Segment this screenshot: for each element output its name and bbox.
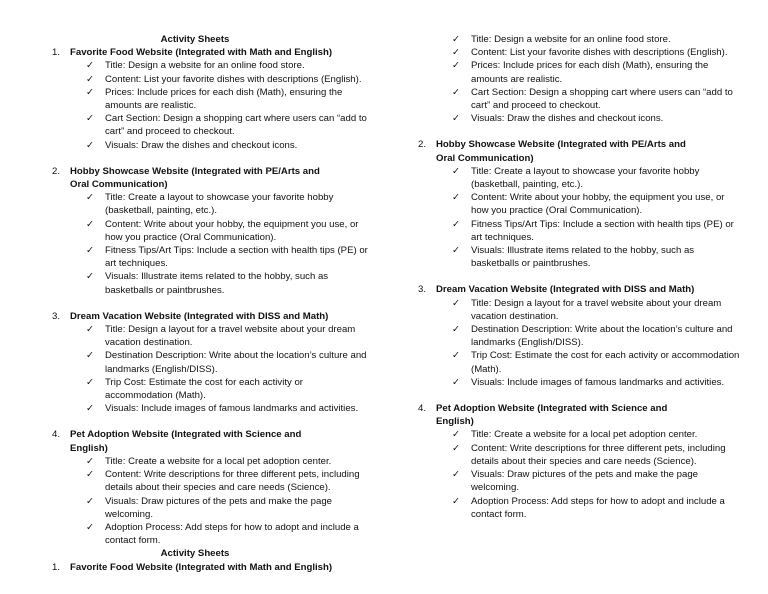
- section-title: Dream Vacation Website (Integrated with DISS and Math): [70, 310, 329, 322]
- list-item: ✓ Title: Design a website for an online food store.: [452, 34, 671, 45]
- checkmark-icon: ✓: [452, 297, 461, 309]
- checkmark-icon: ✓: [86, 192, 95, 204]
- section-title: Hobby Showcase Website (Integrated with PE/Arts and Oral Communication): [436, 139, 686, 164]
- section-pet-adoption: [384, 402, 768, 521]
- checkmark-icon: ✓: [452, 192, 461, 204]
- section-heading: [0, 310, 340, 323]
- list-item: ✓ Content: Write descriptions for three different pets, including details about their species and care needs (Science).: [86, 469, 360, 494]
- list-item: ✓ Trip Cost: Estimate the cost for each activity or accommodation (Math).: [452, 350, 740, 375]
- spacer: [0, 152, 384, 165]
- section-number: 4.: [52, 429, 61, 441]
- list-item: ✓ Prices: Include prices for each dish (Math), ensuring the amounts are realistic.: [452, 60, 709, 85]
- checkmark-icon: ✓: [452, 350, 461, 362]
- checkmark-icon: ✓: [452, 376, 461, 388]
- list-item: ✓ Title: Design a layout for a travel website about your dream vacation destination.: [452, 297, 722, 322]
- list-item: ✓ Content: List your favorite dishes with descriptions (English).: [452, 47, 728, 59]
- checkmark-icon: ✓: [86, 218, 95, 230]
- checkmark-icon: ✓: [452, 60, 461, 72]
- section-number: 1.: [52, 561, 61, 573]
- section-number: 3.: [52, 310, 61, 322]
- list-item: ✓ Title: Design a layout for a travel website about your dream vacation destination.: [86, 324, 356, 349]
- spacer: [384, 389, 768, 402]
- section-number: 4.: [418, 403, 427, 415]
- list-item: ✓ Adoption Process: Add steps for how to adopt and include a contact form.: [86, 521, 359, 547]
- list-item: ✓ Content: Write about your hobby, the equipment you use, or how you practice (Oral Communication).: [86, 218, 359, 243]
- page-title: Activity Sheets: [160, 34, 230, 45]
- list-item: ✓ Visuals: Draw the dishes and checkout icons.: [452, 113, 664, 125]
- checkmark-icon: ✓: [452, 469, 461, 481]
- section-number: 2.: [418, 139, 427, 151]
- checkmark-icon: ✓: [86, 455, 95, 467]
- section-title: Hobby Showcase Website (Integrated with PE/Arts and Oral Communication): [70, 165, 320, 191]
- checkmark-icon: ✓: [86, 86, 95, 98]
- checkmark-icon: ✓: [452, 113, 461, 125]
- section-dream-vacation: [0, 310, 384, 416]
- spacer: [0, 297, 384, 310]
- section-title: Favorite Food Website (Integrated with Math and English): [70, 47, 333, 59]
- checkmark-icon: ✓: [86, 60, 95, 72]
- section-heading: [0, 428, 340, 454]
- checkmark-icon: ✓: [86, 495, 95, 507]
- repeat-section-heading: [0, 561, 340, 574]
- list-item: ✓ Visuals: Illustrate items related to the hobby, such as basketballs or paintbrushes.: [86, 271, 329, 296]
- checkmark-icon: ✓: [452, 34, 461, 45]
- list-item: ✓ Title: Create a website for a local pet adoption center.: [452, 429, 698, 441]
- spacer: [384, 125, 768, 138]
- checkmark-icon: ✓: [86, 245, 95, 257]
- section-title: Pet Adoption Website (Integrated with Science and English): [70, 429, 302, 454]
- checkmark-icon: ✓: [452, 86, 461, 98]
- list-item: ✓ Visuals: Draw pictures of the pets and make the page welcoming.: [452, 469, 699, 494]
- checkmark-icon: ✓: [452, 324, 461, 336]
- section-heading: [384, 138, 706, 164]
- section-heading: [384, 402, 706, 428]
- left-column: [0, 33, 384, 574]
- list-item: ✓ Cart Section: Design a shopping cart where users can “add to cart” and proceed to checkout.: [452, 86, 733, 112]
- checkmark-icon: ✓: [86, 271, 95, 283]
- section-pet-adoption: [0, 428, 384, 547]
- spacer: [0, 415, 384, 428]
- section-dream-vacation: [384, 283, 768, 389]
- checkmark-icon: ✓: [452, 495, 461, 507]
- checkmark-icon: ✓: [86, 376, 95, 388]
- list-item: ✓ Prices: Include prices for each dish (Math), ensuring the amounts are realistic.: [86, 86, 343, 112]
- list-item: ✓ Visuals: Draw pictures of the pets and make the page welcoming.: [86, 495, 333, 520]
- list-item: ✓ Visuals: Include images of famous landmarks and activities.: [86, 403, 359, 415]
- list-item: ✓ Title: Design a website for an online food store.: [86, 60, 305, 72]
- checkmark-icon: ✓: [452, 47, 461, 59]
- list-item: ✓ Content: Write about your hobby, the equipment you use, or how you practice (Oral Communication).: [452, 192, 725, 217]
- checkmark-icon: ✓: [86, 324, 95, 336]
- list-item: ✓ Adoption Process: Add steps for how to adopt and include a contact form.: [452, 495, 725, 520]
- list-item: ✓ Trip Cost: Estimate the cost for each activity or accommodation (Math).: [86, 376, 303, 402]
- list-item: ✓ Content: Write descriptions for three different pets, including details about their species and care needs (Science).: [452, 442, 726, 467]
- right-column: [384, 33, 768, 521]
- section-lead-items: [384, 33, 768, 125]
- checkmark-icon: ✓: [86, 469, 95, 481]
- section-hobby-showcase: [0, 165, 384, 297]
- list-item: ✓ Title: Create a layout to showcase your favorite hobby (basketball, painting, etc.).: [86, 192, 334, 217]
- checkmark-icon: ✓: [86, 350, 95, 362]
- checkmark-icon: ✓: [452, 218, 461, 230]
- checkmark-icon: ✓: [86, 521, 95, 533]
- list-item: ✓ Visuals: Illustrate items related to the hobby, such as basketballs or paintbrushes.: [452, 245, 695, 270]
- checkmark-icon: ✓: [452, 429, 461, 441]
- list-item: ✓ Fitness Tips/Art Tips: Include a section with health tips (PE) or art techniques.: [452, 218, 734, 243]
- section-heading: [0, 165, 340, 191]
- list-item: ✓ Content: List your favorite dishes with descriptions (English).: [86, 73, 362, 85]
- list-item: ✓ Title: Create a layout to showcase your favorite hobby (basketball, painting, etc.).: [452, 165, 700, 191]
- list-item: ✓ Visuals: Include images of famous landmarks and activities.: [452, 376, 725, 388]
- checkmark-icon: ✓: [86, 73, 95, 85]
- section-number: 1.: [52, 47, 61, 59]
- section-number: 2.: [52, 165, 61, 177]
- section-hobby-showcase: [384, 138, 768, 270]
- section-title: Favorite Food Website (Integrated with Math and English): [70, 561, 333, 573]
- checkmark-icon: ✓: [452, 245, 461, 257]
- checkmark-icon: ✓: [452, 165, 461, 177]
- list-item: ✓ Cart Section: Design a shopping cart where users can “add to cart” and proceed to checkout.: [86, 113, 367, 138]
- checkmark-icon: ✓: [86, 113, 95, 125]
- checkmark-icon: ✓: [86, 139, 95, 151]
- checkmark-icon: ✓: [86, 403, 95, 415]
- list-item: ✓ Title: Create a website for a local pet adoption center.: [86, 455, 332, 467]
- list-item: ✓ Fitness Tips/Art Tips: Include a section with health tips (PE) or art techniques.: [86, 245, 368, 270]
- repeat-title: Activity Sheets: [160, 548, 230, 560]
- section-favorite-food: [0, 46, 384, 152]
- section-heading: [384, 283, 706, 296]
- section-title: Pet Adoption Website (Integrated with Science and English): [436, 403, 668, 428]
- spacer: [384, 270, 768, 283]
- checkmark-icon: ✓: [452, 442, 461, 454]
- section-number: 3.: [418, 284, 427, 296]
- list-item: ✓ Visuals: Draw the dishes and checkout icons.: [86, 139, 298, 151]
- section-title: Dream Vacation Website (Integrated with DISS and Math): [436, 284, 695, 296]
- section-heading: [0, 46, 340, 59]
- list-item: ✓ Destination Description: Write about the location’s culture and landmarks (English/DISS).: [86, 350, 367, 375]
- list-item: ✓ Destination Description: Write about the location’s culture and landmarks (English/DISS).: [452, 324, 733, 349]
